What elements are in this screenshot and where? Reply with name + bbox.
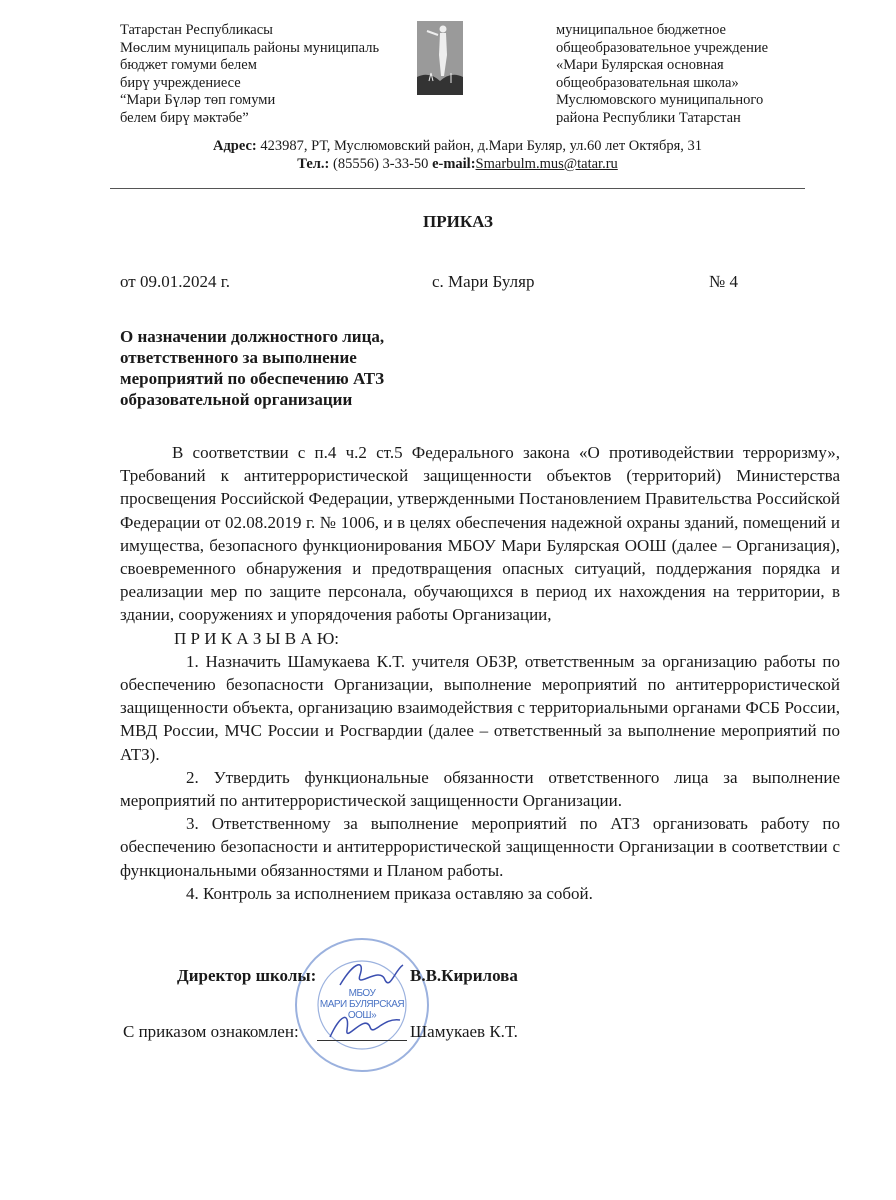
contacts <box>110 138 805 173</box>
header-right-line: Муслюмовского муниципального <box>556 92 764 108</box>
address-line <box>110 138 805 156</box>
preamble-paragraph: В соответствии с п.4 ч.2 ст.5 Федерального закона «О противодействии терроризму», Требований к антитеррористической защищенности объектов (территорий) Министерства просвещения Российской Федерации, утвержденными Постановлением Правительства Российской Федерации от 02.08.2019 г. № 1006, и в целях обеспечения надежной охраны зданий, помещений и имущества, безопасного функционирования МБОУ Мари Булярская ООШ (далее – Организация), своевременного обнаружения и предотвращения опасных ситуаций, поддержания порядка и реализации мер по защите персонала, обучающихся в период их нахождения на территории, в здании, сооружениях и упорядочения работы Организации, <box>120 443 840 625</box>
acquainted-signature <box>325 1005 405 1045</box>
order-subject <box>120 326 384 410</box>
order-date: от 09.01.2024 г. <box>120 272 231 291</box>
header-right-line: «Мари Булярская основная <box>556 57 724 73</box>
director-signature <box>335 955 405 995</box>
acquainted-label: С приказом ознакомлен: <box>123 1022 299 1041</box>
header-left-line: бюджет гомуми белем <box>120 57 257 73</box>
order-item: 3. Ответственному за выполнение мероприятий по АТЗ организовать работу по обеспечению безопасности и антитеррористической защищенности Организации в соответствии с функциональными обязанностями и Планом работы. <box>120 814 840 880</box>
header-right <box>556 22 768 127</box>
subject-line: мероприятий по обеспечению АТЗ <box>120 369 385 388</box>
stamp-line: МАРИ БУЛЯРСКАЯ <box>319 999 405 1010</box>
director-label: Директор школы: <box>177 966 317 985</box>
stamp-line: ООШ» <box>347 1010 377 1021</box>
order-place: с. Мари Буляр <box>432 272 535 291</box>
subject-line: О назначении должностного лица, <box>120 327 385 346</box>
phone: (85556) 3-33-50 <box>329 155 433 172</box>
subject-line: ответственного за выполнение <box>120 348 357 367</box>
document-title: ПРИКАЗ <box>423 212 493 231</box>
header-right-line: муниципальное бюджетное <box>556 22 726 38</box>
header-left-line: “Мари Бүләр төп гомуми <box>120 92 276 108</box>
phone-label: Тел.: <box>297 155 330 172</box>
header-left-line: белем бирү мәктәбе” <box>120 109 249 126</box>
header-left-line: Мөслим муниципаль районы муниципаль <box>120 39 380 56</box>
order-item: 1. Назначить Шамукаева К.Т. учителя ОБЗР, ответственным за организацию работы по обеспечению безопасности Организации, выполнение мероприятий по антитеррористической защищенности объекта, организацию взаимодействия с территориальными органами ФСБ России, МВД России, МЧС России и Росгвардии (далее – ответственный за выполнение мероприятий по АТЗ). <box>120 651 840 764</box>
header-right-line: района Республики Татарстан <box>556 109 741 126</box>
order-body <box>120 441 840 905</box>
order-item: 2. Утвердить функциональные обязанности ответственного лица за выполнение мероприятий по антитеррористической защищенности Организации. <box>120 767 840 811</box>
header-divider <box>110 188 805 189</box>
header-right-line: общеобразовательная школа» <box>556 74 739 91</box>
header-left-line: бирү учреждениесе <box>120 74 241 91</box>
address-label: Адрес: <box>212 138 257 154</box>
header-left <box>120 22 379 127</box>
coat-of-arms-logo <box>417 21 463 95</box>
order-item: 4. Контроль за исполнением приказа оставляю за собой. <box>186 883 593 903</box>
header-right-line: общеобразовательное учреждение <box>556 39 769 56</box>
stamp-line: МБОУ <box>348 988 376 999</box>
email-label: e-mail: <box>432 155 476 172</box>
acquainted-name: Шамукаев К.Т. <box>410 1022 518 1041</box>
header-left-line: Татарстан Республикасы <box>120 22 273 38</box>
email-link[interactable]: Smarbulm.mus@tatar.ru <box>475 155 618 172</box>
phone-line <box>110 156 805 174</box>
director-name: В.В.Кирилова <box>410 966 518 985</box>
order-word: П Р И К А З Ы В А Ю: <box>174 628 340 648</box>
address: 423987, РТ, Муслюмовский район, д.Мари Буляр, ул.60 лет Октября, 31 <box>256 138 702 154</box>
subject-line: образовательной организации <box>120 390 353 409</box>
order-number: № 4 <box>709 272 738 291</box>
